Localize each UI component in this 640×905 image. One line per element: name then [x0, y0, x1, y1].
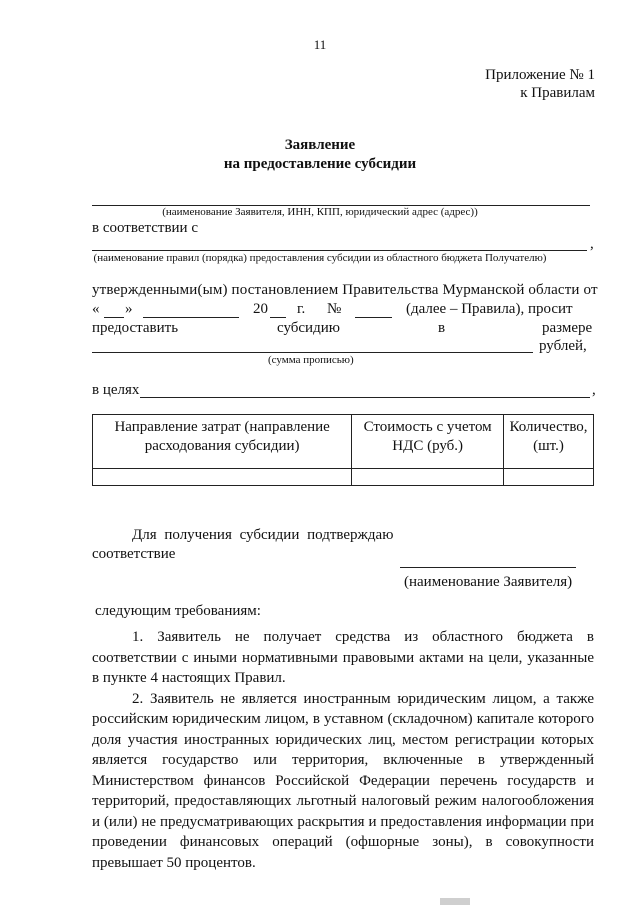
purposes-blank-line[interactable]	[140, 397, 590, 398]
table-cell-direction[interactable]	[93, 469, 352, 486]
year-blank-line[interactable]	[270, 317, 286, 318]
rubles-label: рублей,	[539, 338, 587, 354]
appendix-rules-label: к Правилам	[520, 85, 595, 101]
page-number: 11	[313, 37, 327, 52]
in-accordance-label: в соответствии с	[92, 220, 198, 236]
table-header-quantity: Количество, (шт.)	[504, 415, 594, 469]
rules-comma: ,	[590, 236, 594, 252]
provide-label: предоставить	[92, 320, 179, 336]
table-row	[93, 469, 594, 486]
quote-open: «	[92, 301, 100, 317]
rules-caption: (наименование правил (порядка) предоставления субсидии из областного бюджета Получателю)	[93, 252, 547, 264]
size-label: размере	[542, 320, 593, 336]
amount-caption: (сумма прописью)	[268, 354, 354, 366]
document-subtitle: на предоставление субсидии	[223, 156, 417, 172]
confirmation-text-2: соответствие	[92, 546, 176, 562]
hereinafter-text: (далее – Правила), просит	[406, 301, 573, 317]
amount-blank-line[interactable]	[92, 352, 533, 353]
document-title: Заявление	[284, 137, 356, 153]
requirement-paragraph-1: 1. Заявитель не получает средства из областного бюджета в соответствии с иными нормативными правовыми актами на цели, указанные в пункте 4 настоящих Правил.	[92, 629, 594, 686]
number-blank-line[interactable]	[355, 317, 392, 318]
confirmation-text: Для получения субсидии подтверждаю	[132, 527, 394, 543]
rules-blank-line[interactable]	[92, 250, 587, 251]
requirements-label: следующим требованиям:	[95, 603, 261, 619]
table-header-cost: Стоимость с учетом НДС (руб.)	[352, 415, 504, 469]
purposes-comma: ,	[592, 382, 596, 398]
scan-artifact	[440, 898, 470, 905]
day-blank-line[interactable]	[104, 317, 124, 318]
applicant-name-blank-line[interactable]	[400, 567, 576, 568]
approved-by-text: утвержденными(ым) постановлением Правительства Мурманской области от	[92, 282, 598, 298]
month-blank-line[interactable]	[143, 317, 239, 318]
applicant-caption: (наименование Заявителя, ИНН, КПП, юридический адрес (адрес))	[162, 206, 478, 218]
subsidy-label: субсидию	[277, 320, 340, 336]
quote-close: »	[125, 301, 133, 317]
appendix-label: Приложение № 1	[485, 67, 595, 83]
table-cell-cost[interactable]	[352, 469, 504, 486]
number-sign: №	[327, 301, 342, 317]
requirement-paragraph-2: 2. Заявитель не является иностранным юридическим лицом, а также российским юридическим лицом, в уставном (складочном) капитале которого доля участия иностранных юридических лиц, местом регистрации которых является государство или территория, включенные в утвержденный Министерством финансов Российской Федерации перечень государств и территорий, предоставляющих льготный налоговый режим налогообложения и (или) не предусматривающих раскрытия и предоставления информации при проведении финансовых операций (офшорные зоны), в совокупности превышает 50 процентов.	[92, 690, 594, 871]
table-cell-quantity[interactable]	[504, 469, 594, 486]
year-suffix: г.	[297, 301, 306, 317]
requirements-list	[92, 627, 594, 873]
applicant-name-caption: (наименование Заявителя)	[404, 574, 573, 590]
table-header-direction: Направление затрат (направление расходования субсидии)	[93, 415, 352, 469]
in-label: в	[438, 320, 446, 336]
expenses-table	[92, 414, 594, 486]
year-prefix: 20	[253, 301, 268, 317]
purposes-label: в целях	[92, 382, 140, 398]
